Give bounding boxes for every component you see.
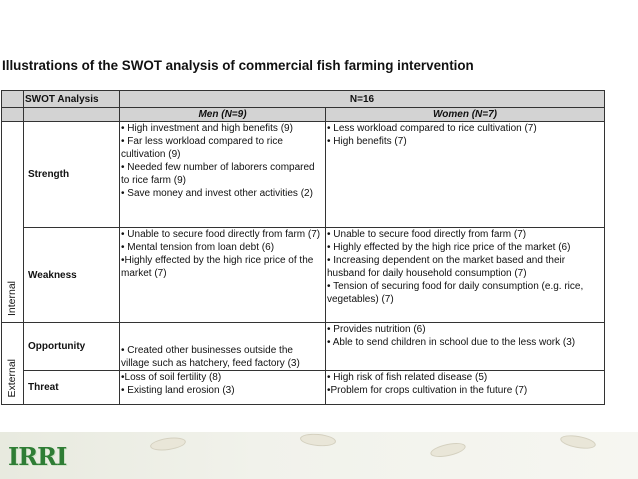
row-category: Weakness <box>24 228 120 323</box>
bullet-item: •Highly effected by the high rice price of the market (7) <box>121 255 314 279</box>
external-label: External <box>5 359 18 398</box>
footer-band <box>0 432 638 479</box>
rice-grain-decoration <box>559 433 597 451</box>
bullet-item: • Increasing dependent on the market based and their husband for daily household consumption (7) <box>327 255 566 279</box>
bullet-item: • Save money and invest other activities (2) <box>121 188 313 199</box>
irri-logo: IRRI <box>8 442 67 471</box>
men-cell <box>120 122 326 228</box>
bullet-item: •Problem for crops cultivation in the future (7) <box>327 385 528 396</box>
women-cell <box>326 122 605 228</box>
bullet-item: • Provides nutrition (6) <box>327 324 426 335</box>
women-cell <box>326 371 605 405</box>
women-cell <box>326 323 605 371</box>
women-header: Women (N=7) <box>326 108 605 122</box>
bullet-item: • Needed few number of laborers compared to rice farm (9) <box>121 162 315 186</box>
men-cell <box>120 323 326 371</box>
row-category: Threat <box>24 371 120 405</box>
bullet-item: • High investment and high benefits (9) <box>121 123 293 134</box>
bullet-item: • Created other businesses outside the village such as hatchery, feed factory (3) <box>121 345 300 369</box>
external-side-label <box>2 323 24 405</box>
rice-grain-decoration <box>149 436 186 453</box>
row-category: Strength <box>24 122 120 228</box>
swot-table <box>1 90 605 405</box>
men-header: Men (N=9) <box>120 108 326 122</box>
n-total-header: N=16 <box>120 91 605 108</box>
bullet-item: • Unable to secure food directly from farm (7) <box>121 229 321 240</box>
bullet-item: • Highly effected by the high rice price of the market (6) <box>327 242 571 253</box>
bullet-item: • High risk of fish related disease (5) <box>327 372 488 383</box>
internal-label: Internal <box>5 280 18 316</box>
bullet-item: • Far less workload compared to rice cultivation (9) <box>121 136 283 160</box>
bullet-item: • Less workload compared to rice cultivation (7) <box>327 123 537 134</box>
rice-grain-decoration <box>429 440 467 459</box>
bullet-item: • Unable to secure food directly from farm (7) <box>327 229 527 240</box>
bullet-item: • High benefits (7) <box>327 136 407 147</box>
page-title: Illustrations of the SWOT analysis of commercial fish farming intervention <box>2 58 474 73</box>
bullet-item: • Tension of securing food for daily consumption (e.g. rice, vegetables) (7) <box>327 281 584 305</box>
rice-grain-decoration <box>300 432 337 447</box>
bullet-item: •Loss of soil fertility (8) <box>121 372 222 383</box>
corner-header: SWOT Analysis <box>24 91 120 108</box>
men-cell <box>120 371 326 405</box>
bullet-item: • Existing land erosion (3) <box>121 385 235 396</box>
men-cell <box>120 228 326 323</box>
bullet-item: • Able to send children in school due to the less work (3) <box>327 337 576 348</box>
women-cell <box>326 228 605 323</box>
row-category: Opportunity <box>24 323 120 371</box>
internal-side-label <box>2 122 24 323</box>
bullet-item: • Mental tension from loan debt (6) <box>121 242 275 253</box>
